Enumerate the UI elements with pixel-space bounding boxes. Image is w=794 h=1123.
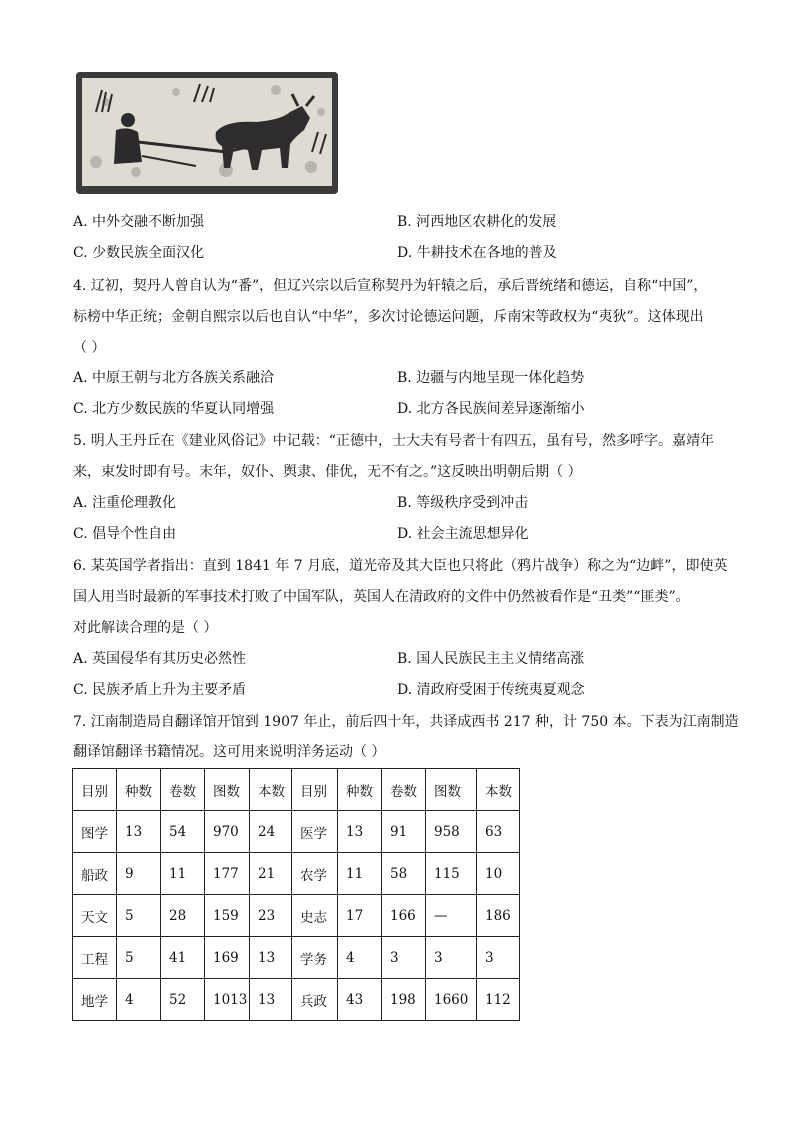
table-header-cell: 图数: [426, 769, 477, 811]
table-cell: 13: [250, 979, 292, 1021]
q6-option-c: C. 民族矛盾上升为主要矛盾: [73, 682, 247, 698]
q5-option-b: B. 等级秩序受到冲击: [397, 495, 529, 511]
table-row: [73, 979, 520, 1021]
table-header-cell: 目别: [292, 769, 338, 811]
table-cell: 198: [382, 979, 426, 1021]
table-cell: 91: [382, 811, 426, 853]
q5-stem-line-2: 来，束发时即有号。末年，奴仆、舆隶、俳优，无不有之。”这反映出明朝后期（ ）: [73, 464, 582, 480]
q6-option-d: D. 清政府受困于传统夷夏观念: [397, 682, 585, 698]
q5-option-d: D. 社会主流思想异化: [397, 526, 529, 542]
table-cell: 177: [205, 853, 250, 895]
translation-books-table: [72, 768, 520, 1021]
table-cell: 4: [117, 979, 161, 1021]
table-cell: 1660: [426, 979, 477, 1021]
table-cell: 28: [161, 895, 205, 937]
q4-option-c: C. 北方少数民族的华夏认同增强: [73, 401, 275, 417]
q4-stem-line-2: 标榜中华正统；金朝自熙宗以后也自认“中华”，多次讨论德运问题，斥南宋等政权为“夷狄”。这体现出: [73, 309, 704, 325]
table-header-cell: 本数: [250, 769, 292, 811]
table-cell: 24: [250, 811, 292, 853]
q6-option-a: A. 英国侵华有其历史必然性: [73, 651, 247, 667]
q4-option-a: A. 中原王朝与北方各族关系融洽: [73, 370, 275, 386]
table-cell: 工程: [73, 937, 117, 979]
table-cell: 43: [338, 979, 382, 1021]
table-cell: 11: [161, 853, 205, 895]
q3-option-d: D. 牛耕技术在各地的普及: [397, 245, 557, 261]
table-header-cell: 本数: [477, 769, 520, 811]
table-cell: 63: [477, 811, 520, 853]
table-header-cell: 卷数: [382, 769, 426, 811]
table-cell: 23: [250, 895, 292, 937]
table-cell: 41: [161, 937, 205, 979]
table-cell: 13: [338, 811, 382, 853]
table-cell: 5: [117, 895, 161, 937]
table-cell: 958: [426, 811, 477, 853]
table-cell: 58: [382, 853, 426, 895]
ox-plough-illustration: [76, 72, 338, 194]
table-cell: 农学: [292, 853, 338, 895]
table-cell: 21: [250, 853, 292, 895]
q6-stem-line-1: 6. 某英国学者指出：直到 1841 年 7 月底，道光帝及其大臣也只将此（鸦片战争）称之为“边衅”，即使英: [73, 558, 728, 574]
table-cell: 54: [161, 811, 205, 853]
q5-option-c: C. 倡导个性自由: [73, 526, 177, 542]
table-cell: 1013: [205, 979, 250, 1021]
q7-stem-line-2: 翻译馆翻译书籍情况。这可用来说明洋务运动（ ）: [73, 744, 386, 760]
table-cell: 地学: [73, 979, 117, 1021]
table-header-cell: 种数: [338, 769, 382, 811]
q6-stem-line-2: 国人用当时最新的军事技术打败了中国军队，英国人在清政府的文件中仍然被看作是“丑类”“匪类”。: [73, 589, 690, 605]
table-header-row: [73, 769, 520, 811]
table-cell: 医学: [292, 811, 338, 853]
q5-option-a: A. 注重伦理教化: [73, 495, 177, 511]
ox-plough-brick-painting: [76, 72, 338, 194]
q4-stem-line-3: （ ）: [73, 340, 106, 356]
table-row: [73, 811, 520, 853]
table-cell: 186: [477, 895, 520, 937]
q4-stem-line-1: 4. 辽初，契丹人曾自认为“番”，但辽兴宗以后宣称契丹为轩辕之后，承后晋统绪和德运，自称“中国”，: [73, 278, 708, 294]
table-cell: 9: [117, 853, 161, 895]
table-header-cell: 卷数: [161, 769, 205, 811]
table-cell: 17: [338, 895, 382, 937]
table-cell: 10: [477, 853, 520, 895]
q3-option-a: A. 中外交融不断加强: [73, 214, 205, 230]
table-header-cell: 图数: [205, 769, 250, 811]
q5-stem-line-1: 5. 明人王丹丘在《建业风俗记》中记载：“正德中，士大夫有号者十有四五，虽有号，然多呼字。嘉靖年: [73, 433, 714, 449]
table-cell: 3: [382, 937, 426, 979]
table-cell: 5: [117, 937, 161, 979]
table-cell: —: [426, 895, 477, 937]
table-cell: 159: [205, 895, 250, 937]
table-cell: 船政: [73, 853, 117, 895]
table-cell: 3: [426, 937, 477, 979]
table-cell: 史志: [292, 895, 338, 937]
table-cell: 13: [117, 811, 161, 853]
table-cell: 天文: [73, 895, 117, 937]
q4-option-d: D. 北方各民族间差异逐渐缩小: [397, 401, 585, 417]
table-cell: 169: [205, 937, 250, 979]
table-cell: 13: [250, 937, 292, 979]
q4-option-b: B. 边疆与内地呈现一体化趋势: [397, 370, 585, 386]
table-cell: 图学: [73, 811, 117, 853]
table-cell: 112: [477, 979, 520, 1021]
q6-stem-line-3: 对此解读合理的是（ ）: [73, 620, 218, 636]
table-cell: 52: [161, 979, 205, 1021]
q3-option-b: B. 河西地区农耕化的发展: [397, 214, 557, 230]
table-row: [73, 937, 520, 979]
table-header-cell: 目别: [73, 769, 117, 811]
table-cell: 970: [205, 811, 250, 853]
table-row: [73, 895, 520, 937]
table-row: [73, 853, 520, 895]
q6-option-b: B. 国人民族民主主义情绪高涨: [397, 651, 585, 667]
table-header-cell: 种数: [117, 769, 161, 811]
table-cell: 166: [382, 895, 426, 937]
q3-option-c: C. 少数民族全面汉化: [73, 245, 205, 261]
table-cell: 3: [477, 937, 520, 979]
table-cell: 115: [426, 853, 477, 895]
q7-stem-line-1: 7. 江南制造局自翻译馆开馆到 1907 年止，前后四十年，共译成西书 217 种，计 750 本。下表为江南制造: [73, 714, 739, 730]
table-cell: 11: [338, 853, 382, 895]
table-cell: 4: [338, 937, 382, 979]
table-cell: 学务: [292, 937, 338, 979]
table-cell: 兵政: [292, 979, 338, 1021]
